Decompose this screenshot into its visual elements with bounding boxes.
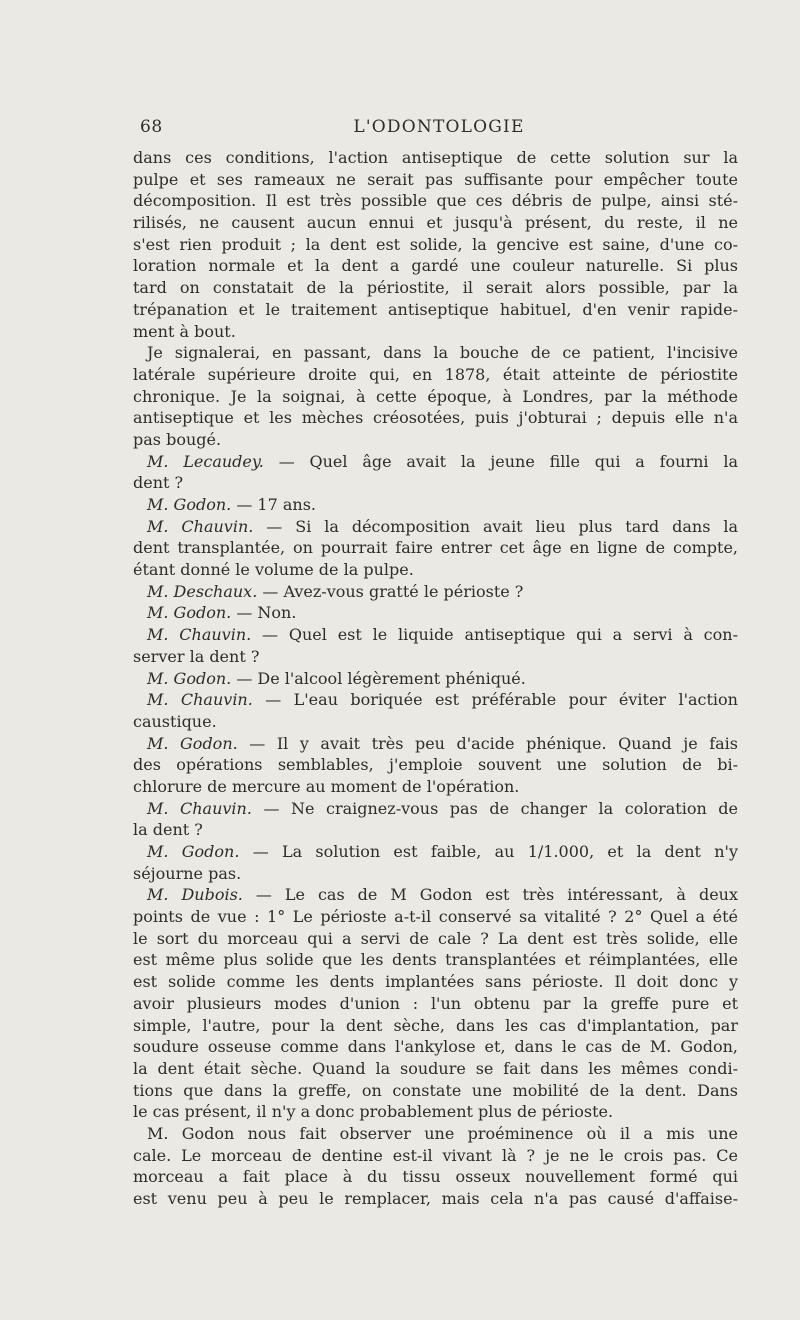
- text-line: rilisés, ne causent aucun ennui et jusqu'à présent, du reste, il ne: [133, 213, 738, 233]
- speaker-text: — Avez-vous gratté le périoste ?: [257, 581, 524, 601]
- speaker-text: — Il y avait très peu d'acide phénique. Quand je fais: [237, 733, 738, 753]
- speaker-text: — L'eau boriquée est préférable pour éviter l'action: [252, 690, 738, 710]
- text-line: [133, 733, 738, 755]
- text-line: est solide comme les dents implantées sans périoste. Il doit donc y: [133, 972, 738, 992]
- speaker-name: M. Godon.: [147, 733, 238, 753]
- text-line: séjourne pas.: [133, 863, 242, 883]
- speaker-name: M. Deschaux.: [147, 581, 258, 601]
- text-line: pas bougé.: [133, 429, 222, 449]
- speaker-text: — Quel est le liquide antiseptique qui a servi à con-: [251, 625, 738, 645]
- text-line: dent ?: [133, 473, 184, 493]
- text-line: chronique. Je la soignai, à cette époque, à Londres, par la méthode: [133, 386, 738, 406]
- text-line: [133, 494, 738, 516]
- speaker-text: — La solution est faible, au 1/1.000, et la dent n'y: [239, 842, 738, 861]
- text-line: cale. Le morceau de dentine est-il vivant là ? je ne le crois pas. Ce: [133, 1145, 738, 1165]
- text-line: antiseptique et les mèches créosotées, puis j'obturai ; depuis elle n'a: [133, 408, 738, 428]
- text-line: simple, l'autre, pour la dent sèche, dans les cas d'implantation, par: [133, 1015, 738, 1035]
- speaker-name: M. Godon.: [147, 668, 232, 688]
- speaker-name: M. Chauvin.: [147, 516, 254, 536]
- page-number: 68: [140, 117, 163, 137]
- speaker-text: — De l'alcool légèrement phéniqué.: [231, 668, 526, 688]
- text-line: trépanation et le traitement antiseptique habituel, d'en venir rapide-: [133, 299, 738, 319]
- speaker-text: — Ne craignez-vous pas de changer la coloration de: [251, 798, 738, 818]
- text-line: [133, 516, 738, 538]
- speaker-text: — 17 ans.: [231, 495, 316, 514]
- running-title: L'ODONTOLOGIE: [353, 117, 525, 137]
- speaker-name: M. Godon.: [147, 603, 232, 623]
- text-line: soudure osseuse comme dans l'ankylose et, dans le cas de M. Godon,: [133, 1037, 738, 1057]
- text-line: [133, 602, 738, 624]
- text-line: avoir plusieurs modes d'union : l'un obtenu par la greffe pure et: [133, 993, 738, 1013]
- text-line: Je signalerai, en passant, dans la bouche de ce patient, l'incisive: [147, 343, 738, 363]
- text-line: décomposition. Il est très possible que ces débris de pulpe, ainsi sté-: [133, 191, 738, 211]
- text-line: tions que dans la greffe, on constate une mobilité de la dent. Dans: [133, 1080, 738, 1100]
- text-line: M. Godon nous fait observer une proéminence où il a mis une: [147, 1123, 738, 1143]
- text-line: s'est rien produit ; la dent est solide, la gencive est saine, d'une co-: [133, 234, 738, 254]
- text-line: [133, 451, 738, 473]
- speaker-name: M. Dubois.: [147, 885, 243, 905]
- speaker-name: M. Chauvin.: [147, 690, 253, 710]
- speaker-text: — Quel âge avait la jeune fille qui a fourni la: [263, 451, 738, 471]
- text-line: [133, 798, 738, 820]
- text-line: points de vue : 1° Le périoste a-t-il conservé sa vitalité ? 2° Quel a été: [133, 907, 738, 927]
- text-line: le sort du morceau qui a servi de cale ? La dent est très solide, elle: [133, 928, 738, 948]
- body-text: [133, 147, 738, 1210]
- text-line: est même plus solide que les dents transplantées et réimplantées, elle: [133, 950, 738, 970]
- text-line: la dent était sèche. Quand la soudure se fait dans les mêmes condi-: [133, 1058, 738, 1078]
- text-line: dent transplantée, on pourrait faire entrer cet âge en ligne de compte,: [133, 538, 738, 558]
- text-line: des opérations semblables, j'emploie souvent une solution de bi-: [133, 755, 738, 775]
- text-line: le cas présent, il n'y a donc probablement plus de périoste.: [133, 1102, 614, 1122]
- text-line: [133, 841, 738, 863]
- text-line: caustique.: [133, 711, 217, 731]
- text-line: [133, 668, 738, 690]
- text-line: ment à bout.: [133, 321, 236, 341]
- text-line: [133, 884, 738, 906]
- speaker-text: — Non.: [231, 603, 297, 623]
- text-line: dans ces conditions, l'action antiseptique de cette solution sur la: [133, 148, 738, 167]
- text-line: server la dent ?: [133, 646, 260, 666]
- text-line: tard on constatait de la périostite, il serait alors possible, par la: [133, 278, 738, 298]
- speaker-name: M. Godon.: [147, 495, 232, 514]
- speaker-text: — Si la décomposition avait lieu plus tard dans la: [253, 516, 738, 536]
- text-line: morceau a fait place à du tissu osseux nouvellement formé qui: [133, 1167, 738, 1187]
- text-line: chlorure de mercure au moment de l'opération.: [133, 776, 520, 796]
- page-header: [140, 117, 738, 141]
- text-line: la dent ?: [133, 820, 203, 840]
- text-line: latérale supérieure droite qui, en 1878, était atteinte de périostite: [133, 364, 738, 384]
- text-line: [133, 689, 738, 711]
- text-line: étant donné le volume de la pulpe.: [133, 560, 414, 580]
- text-line: [133, 581, 738, 603]
- text-line: pulpe et ses rameaux ne serait pas suffisante pour empêcher toute: [133, 169, 738, 189]
- speaker-name: M. Chauvin.: [147, 798, 252, 818]
- speaker-name: M. Chauvin.: [147, 625, 252, 645]
- speaker-name: M. Lecaudey.: [147, 451, 264, 471]
- speaker-name: M. Godon.: [147, 842, 240, 861]
- speaker-text: — Le cas de M Godon est très intéressant, à deux: [242, 885, 738, 905]
- text-line: [133, 624, 738, 646]
- text-line: est venu peu à peu le remplacer, mais cela n'a pas causé d'affaise-: [133, 1189, 738, 1208]
- text-line: loration normale et la dent a gardé une couleur naturelle. Si plus: [133, 256, 738, 276]
